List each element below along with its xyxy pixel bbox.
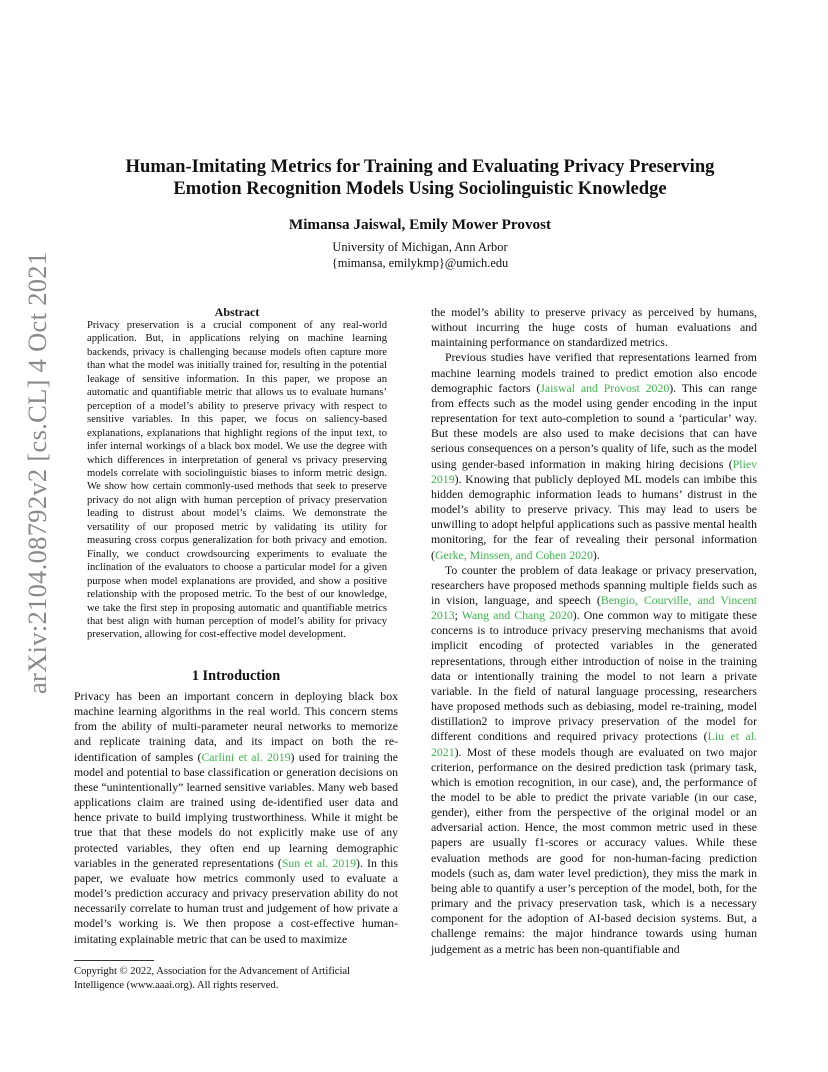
intro-text: Privacy has been an important concern in deploying black box machine learning algorithms in the real world. This concern stems from the ability of multi-parameter neural networks to memorize and replicate training data, and its impact on both the re-identification of samples (: [74, 689, 398, 764]
body-text: ). Knowing that publicly deployed ML models can imbibe this hidden demographic information leads to humans’ distrust in the model’s ability to preserve privacy. This may lead to users be unwilling to adopt helpful applications such as passive mental health monitoring, for the fear of revealing their personal information (: [431, 471, 757, 562]
abstract-section: [87, 306, 387, 642]
introduction-heading: 1 Introduction: [191, 668, 281, 684]
copyright-footnote: Copyright © 2022, Association for the Advancement of Artificial Intelligence (www.aaai.org). All rights reserved.: [74, 966, 351, 991]
abstract-heading: Abstract: [214, 305, 260, 319]
introduction-section: [74, 667, 398, 947]
body-text: Previous studies have verified that representations learned from machine learning models trained to predict emotion also encode demographic factors (: [431, 350, 757, 395]
body-text: ;: [454, 608, 462, 623]
title-line-1: Human-Imitating Metrics for Training and Evaluating Privacy Preserving: [125, 156, 715, 177]
citation-link[interactable]: Pliev 2019: [431, 456, 757, 486]
citation-link[interactable]: Gerke, Minssen, and Cohen 2020: [434, 547, 593, 562]
intro-text: ) used for training the model and potential to base classification or generation decisions on these “unintentionally” learned sensitive variables. Many web based applications claim are trained using de-identified user data and hence private to build implying trustworthiness. While it might be true that that these models do not explicitly make use of any protected variables, they often end up learning demographic variables in the generated representations (: [74, 749, 398, 870]
body-paragraph: the model’s ability to preserve privacy as perceived by humans, without incurring the huge costs of human evaluations and maintaining performance on standardized metrics.: [431, 305, 757, 350]
right-column: [431, 305, 757, 957]
body-text: ). Most of these models though are evaluated on two major criterion, performance on the desired prediction task (primary task, which is emotion recognition, in our case), and, the performance of the model to be able to predict the private variable (in our case, gender), either from the perspective of the original model or an adversarial action. Hence, the most common metric used in these papers are usually f1-scores or accuracy values. While these evaluation methods are good for non-human-facing prediction models (such as, dam water level prediction), they miss the mark in being able to quantify a user’s perception of the model, both, for the primary and the privacy preservation task, which is a necessary component for the adoption of AI-based decision systems. But, a challenge remains: the major hindrance towards using human judgement as a metric has been non-quantifiable and: [431, 744, 757, 956]
body-paragraph: [431, 563, 757, 957]
footnote-divider: [74, 960, 154, 961]
citation-link[interactable]: Liu et al. 2021: [431, 729, 757, 759]
introduction-paragraph: [74, 689, 398, 947]
author-affiliation-block: [80, 239, 760, 271]
body-text: ). This can range from effects such as the model using gender encoding in the input representation for text auto-completion to sound a ‘particular’ way. But these models are also used to make decisions that can have serious consequences on a person’s quality of life, such as the model using gender-based information in making hiring decisions (: [431, 380, 757, 471]
paper-authors: Mimansa Jaiswal, Emily Mower Provost: [288, 216, 552, 233]
citation-link[interactable]: Sun et al. 2019: [281, 855, 357, 870]
body-paragraph: [431, 350, 757, 562]
title-line-2: Emotion Recognition Models Using Sociolinguistic Knowledge: [173, 178, 667, 199]
paper-title: [80, 156, 760, 200]
affiliation: University of Michigan, Ann Arbor: [332, 240, 508, 254]
citation-link[interactable]: Wang and Chang 2020: [461, 608, 573, 623]
abstract-text: Privacy preservation is a crucial component of any real-world application. But, in applications relying on machine learning backends, privacy is challenging because models often capture more than what the model was initially trained for, resulting in the potential leakage of sensitive information. In this paper, we propose an automatic and quantifiable metric that allows us to evaluate humans’ perception of a model’s ability to preserve privacy with respect to sensitive variables. In this paper, we focus on saliency-based explanations, explanations that highlight regions of the input text, to infer internal workings of a black box model. We use the degree with which differences in interpretation of general vs privacy preserving models correlate with sociolinguistic biases to inform metric design. We show how certain commonly-used methods that seek to preserve privacy do not align with human perception of privacy preservation leading to distrust about model’s claims. We demonstrate the versatility of our proposed metric by validating its utility for measuring cross corpus generalization for both privacy and emotion. Finally, we conduct crowdsourcing experiments to evaluate the inclination of the evaluators to choose a particular model for a given purpose when model explanations are provided, and show a positive relationship with the proposed metric. To the best of our knowledge, we take the first step in proposing automatic and quantifiable metrics that best align with human perception of model’s ability for privacy preservation, allowing for cost-effective model development.: [87, 320, 387, 641]
citation-link[interactable]: Jaiswal and Provost 2020: [540, 380, 670, 395]
body-text: ). One common way to mitigate these concerns is to introduce privacy preserving mechanisms that avoid implicit encoding of protected variables in the generated representations, through either introduction of noise in the training data or intentionally training the model to not learn a private variable. In the field of natural language processing, researchers have proposed methods such as debiasing, model re-training, model distillation2 to improve privacy preservation of the model for different conditions and required privacy protections (: [431, 608, 758, 744]
citation-link[interactable]: Carlini et al. 2019: [201, 749, 291, 764]
body-text: ).: [592, 547, 600, 562]
arxiv-identifier-stamp: arXiv:2104.08792v2 [cs.CL] 4 Oct 2021: [22, 251, 52, 694]
citation-link[interactable]: Bengio, Courville, and Vincent 2013: [431, 592, 757, 623]
intro-text: ). In this paper, we evaluate how metrics commonly used to evaluate a model’s prediction accuracy and privacy preservation ability do not necessarily correlate to human trust and judgement of how private a model’s working is. We then propose a cost-effective human-imitating explainable metric that can be used to maximize: [74, 855, 398, 946]
author-emails: {mimansa, emilykmp}@umich.edu: [331, 256, 509, 270]
body-text: To counter the problem of data leakage or privacy preservation, researchers have proposed methods spanning multiple fields such as in vision, language, and speech (: [431, 562, 757, 607]
